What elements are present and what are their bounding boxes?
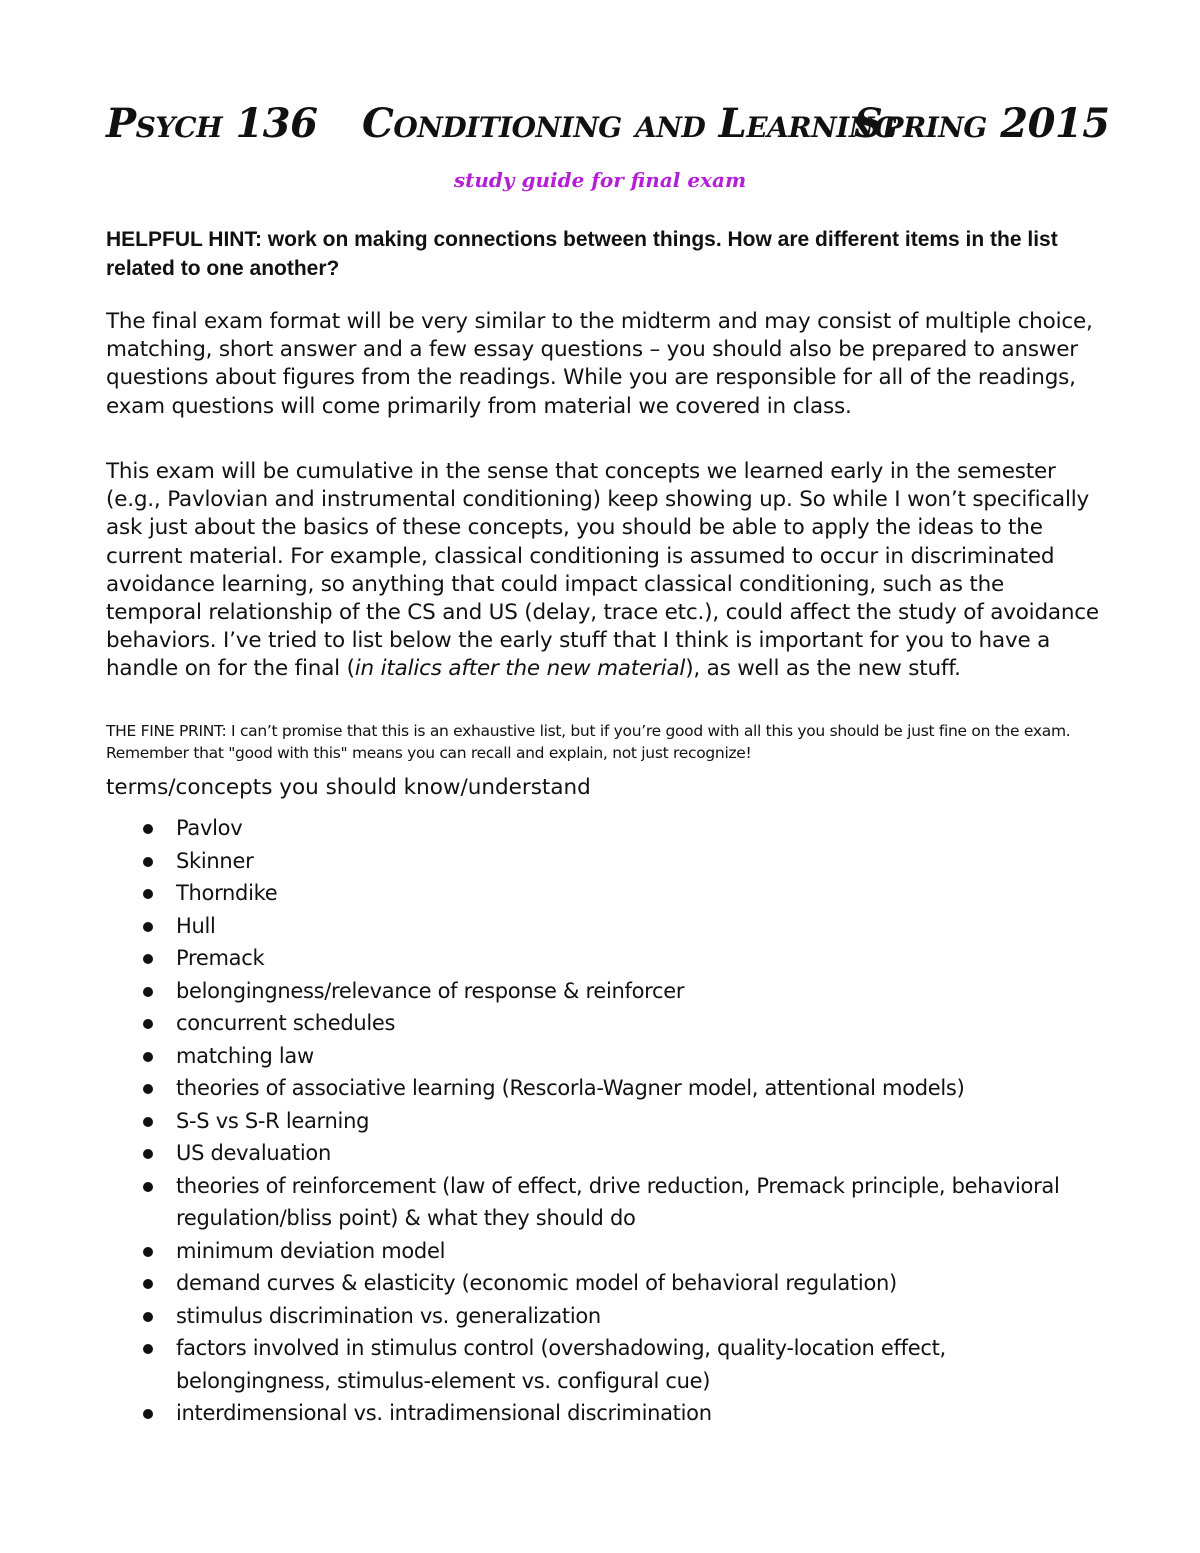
- list-item-label: Pavlov: [176, 816, 243, 840]
- list-item: [106, 1105, 1106, 1138]
- bullet-icon: [143, 1409, 153, 1419]
- document-subtitle: study guide for final exam: [453, 168, 747, 192]
- exam-format-paragraph: The final exam format will be very similar to the midterm and may consist of multiple choice, matching, short answer and a few essay questions – you should also be prepared to answer questions about figures from the readings. While you are responsible for all of the readings, exam questions will come primarily from material we covered in class.: [106, 309, 1093, 419]
- list-item-label: theories of reinforcement (law of effect, drive reduction, Premack principle, behavioral regulation/bliss point) & what they should do: [176, 1173, 1060, 1230]
- cumulative-paragraph-text: This exam will be cumulative in the sense that concepts we learned early in the semester (e.g., Pavlovian and instrumental conditioning) keep showing up. So while I won’t specifically ask just about the basics of these concepts, you should be able to apply the ideas to the current material. For example, classical conditioning is assumed to occur in discriminated avoidance learning, so anything that could impact classical conditioning, such as the temporal relationship of the CS and US (delay, trace etc.), could affect the study of avoidance behaviors. I’ve tried to list below the early stuff that I think is important for you to have a handle on for the final (: [106, 459, 1099, 682]
- list-item-label: US devaluation: [176, 1141, 331, 1165]
- list-item: [106, 910, 1106, 943]
- list-item: [106, 1235, 1106, 1268]
- bullet-icon: [143, 1312, 153, 1322]
- list-item-label: factors involved in stimulus control (overshadowing, quality-location effect, belongingness, stimulus-element vs. configural cue): [176, 1336, 946, 1393]
- list-item-label: Premack: [176, 946, 265, 970]
- bullet-icon: [143, 1279, 153, 1289]
- bullet-icon: [143, 1019, 153, 1029]
- list-item-label: interdimensional vs. intradimensional discrimination: [176, 1401, 712, 1425]
- list-item-label: stimulus discrimination vs. generalization: [176, 1303, 601, 1328]
- course-term: Spring 2015: [854, 100, 1110, 147]
- list-item: [106, 1137, 1106, 1170]
- list-item: [106, 942, 1106, 975]
- list-item-label: Thorndike: [176, 881, 278, 905]
- list-item-label: matching law: [176, 1043, 314, 1068]
- bullet-icon: [143, 889, 153, 899]
- bullet-icon: [143, 1052, 153, 1062]
- cumulative-paragraph: [106, 458, 1106, 684]
- list-item: [106, 1007, 1106, 1040]
- list-item-label: belongingness/relevance of response & reinforcer: [176, 978, 685, 1003]
- list-item-label: S-S vs S-R learning: [176, 1108, 370, 1133]
- bullet-icon: [143, 1117, 153, 1127]
- list-item: [106, 1040, 1106, 1073]
- cumulative-paragraph-italic: in italics after the new material: [354, 656, 686, 682]
- list-item-label: theories of associative learning (Rescorla-Wagner model, attentional models): [176, 1076, 965, 1100]
- terms-heading: terms/concepts you should know/understand: [106, 775, 591, 800]
- list-item: [106, 877, 1106, 910]
- list-item: [106, 1072, 1106, 1105]
- bullet-icon: [143, 1247, 153, 1257]
- bullet-icon: [143, 1344, 153, 1354]
- terms-list: [106, 812, 1106, 1430]
- helpful-hint: HELPFUL HINT: work on making connections between things. How are different items in the list related to one another?: [106, 228, 1058, 280]
- list-item: [106, 845, 1106, 878]
- bullet-icon: [143, 1084, 153, 1094]
- fine-print: THE FINE PRINT: I can’t promise that this is an exhaustive list, but if you’re good with all this you should be just fine on the exam. Remember that "good with this" means you can recall and explain, not just recognize!: [106, 722, 1071, 762]
- bullet-icon: [143, 1182, 153, 1192]
- bullet-icon: [143, 954, 153, 964]
- bullet-icon: [143, 857, 153, 867]
- list-item: [106, 1397, 1106, 1430]
- document-title: [106, 100, 1110, 150]
- list-item: [106, 1300, 1106, 1333]
- bullet-icon: [143, 922, 153, 932]
- list-item-label: Hull: [176, 913, 216, 938]
- list-item: [106, 812, 1106, 845]
- course-number: Psych 136: [106, 100, 318, 147]
- list-item-label: concurrent schedules: [176, 1011, 396, 1035]
- list-item: [106, 975, 1106, 1008]
- bullet-icon: [143, 1149, 153, 1159]
- course-name: Conditioning and Learning: [362, 100, 898, 147]
- list-item: [106, 1170, 1106, 1235]
- cumulative-paragraph-end: ), as well as the new stuff.: [685, 656, 961, 682]
- list-item: [106, 1332, 1106, 1397]
- bullet-icon: [143, 824, 153, 834]
- list-item: [106, 1267, 1106, 1300]
- list-item-label: demand curves & elasticity (economic model of behavioral regulation): [176, 1271, 897, 1295]
- list-item-label: Skinner: [176, 848, 254, 873]
- bullet-icon: [143, 987, 153, 997]
- list-item-label: minimum deviation model: [176, 1238, 446, 1263]
